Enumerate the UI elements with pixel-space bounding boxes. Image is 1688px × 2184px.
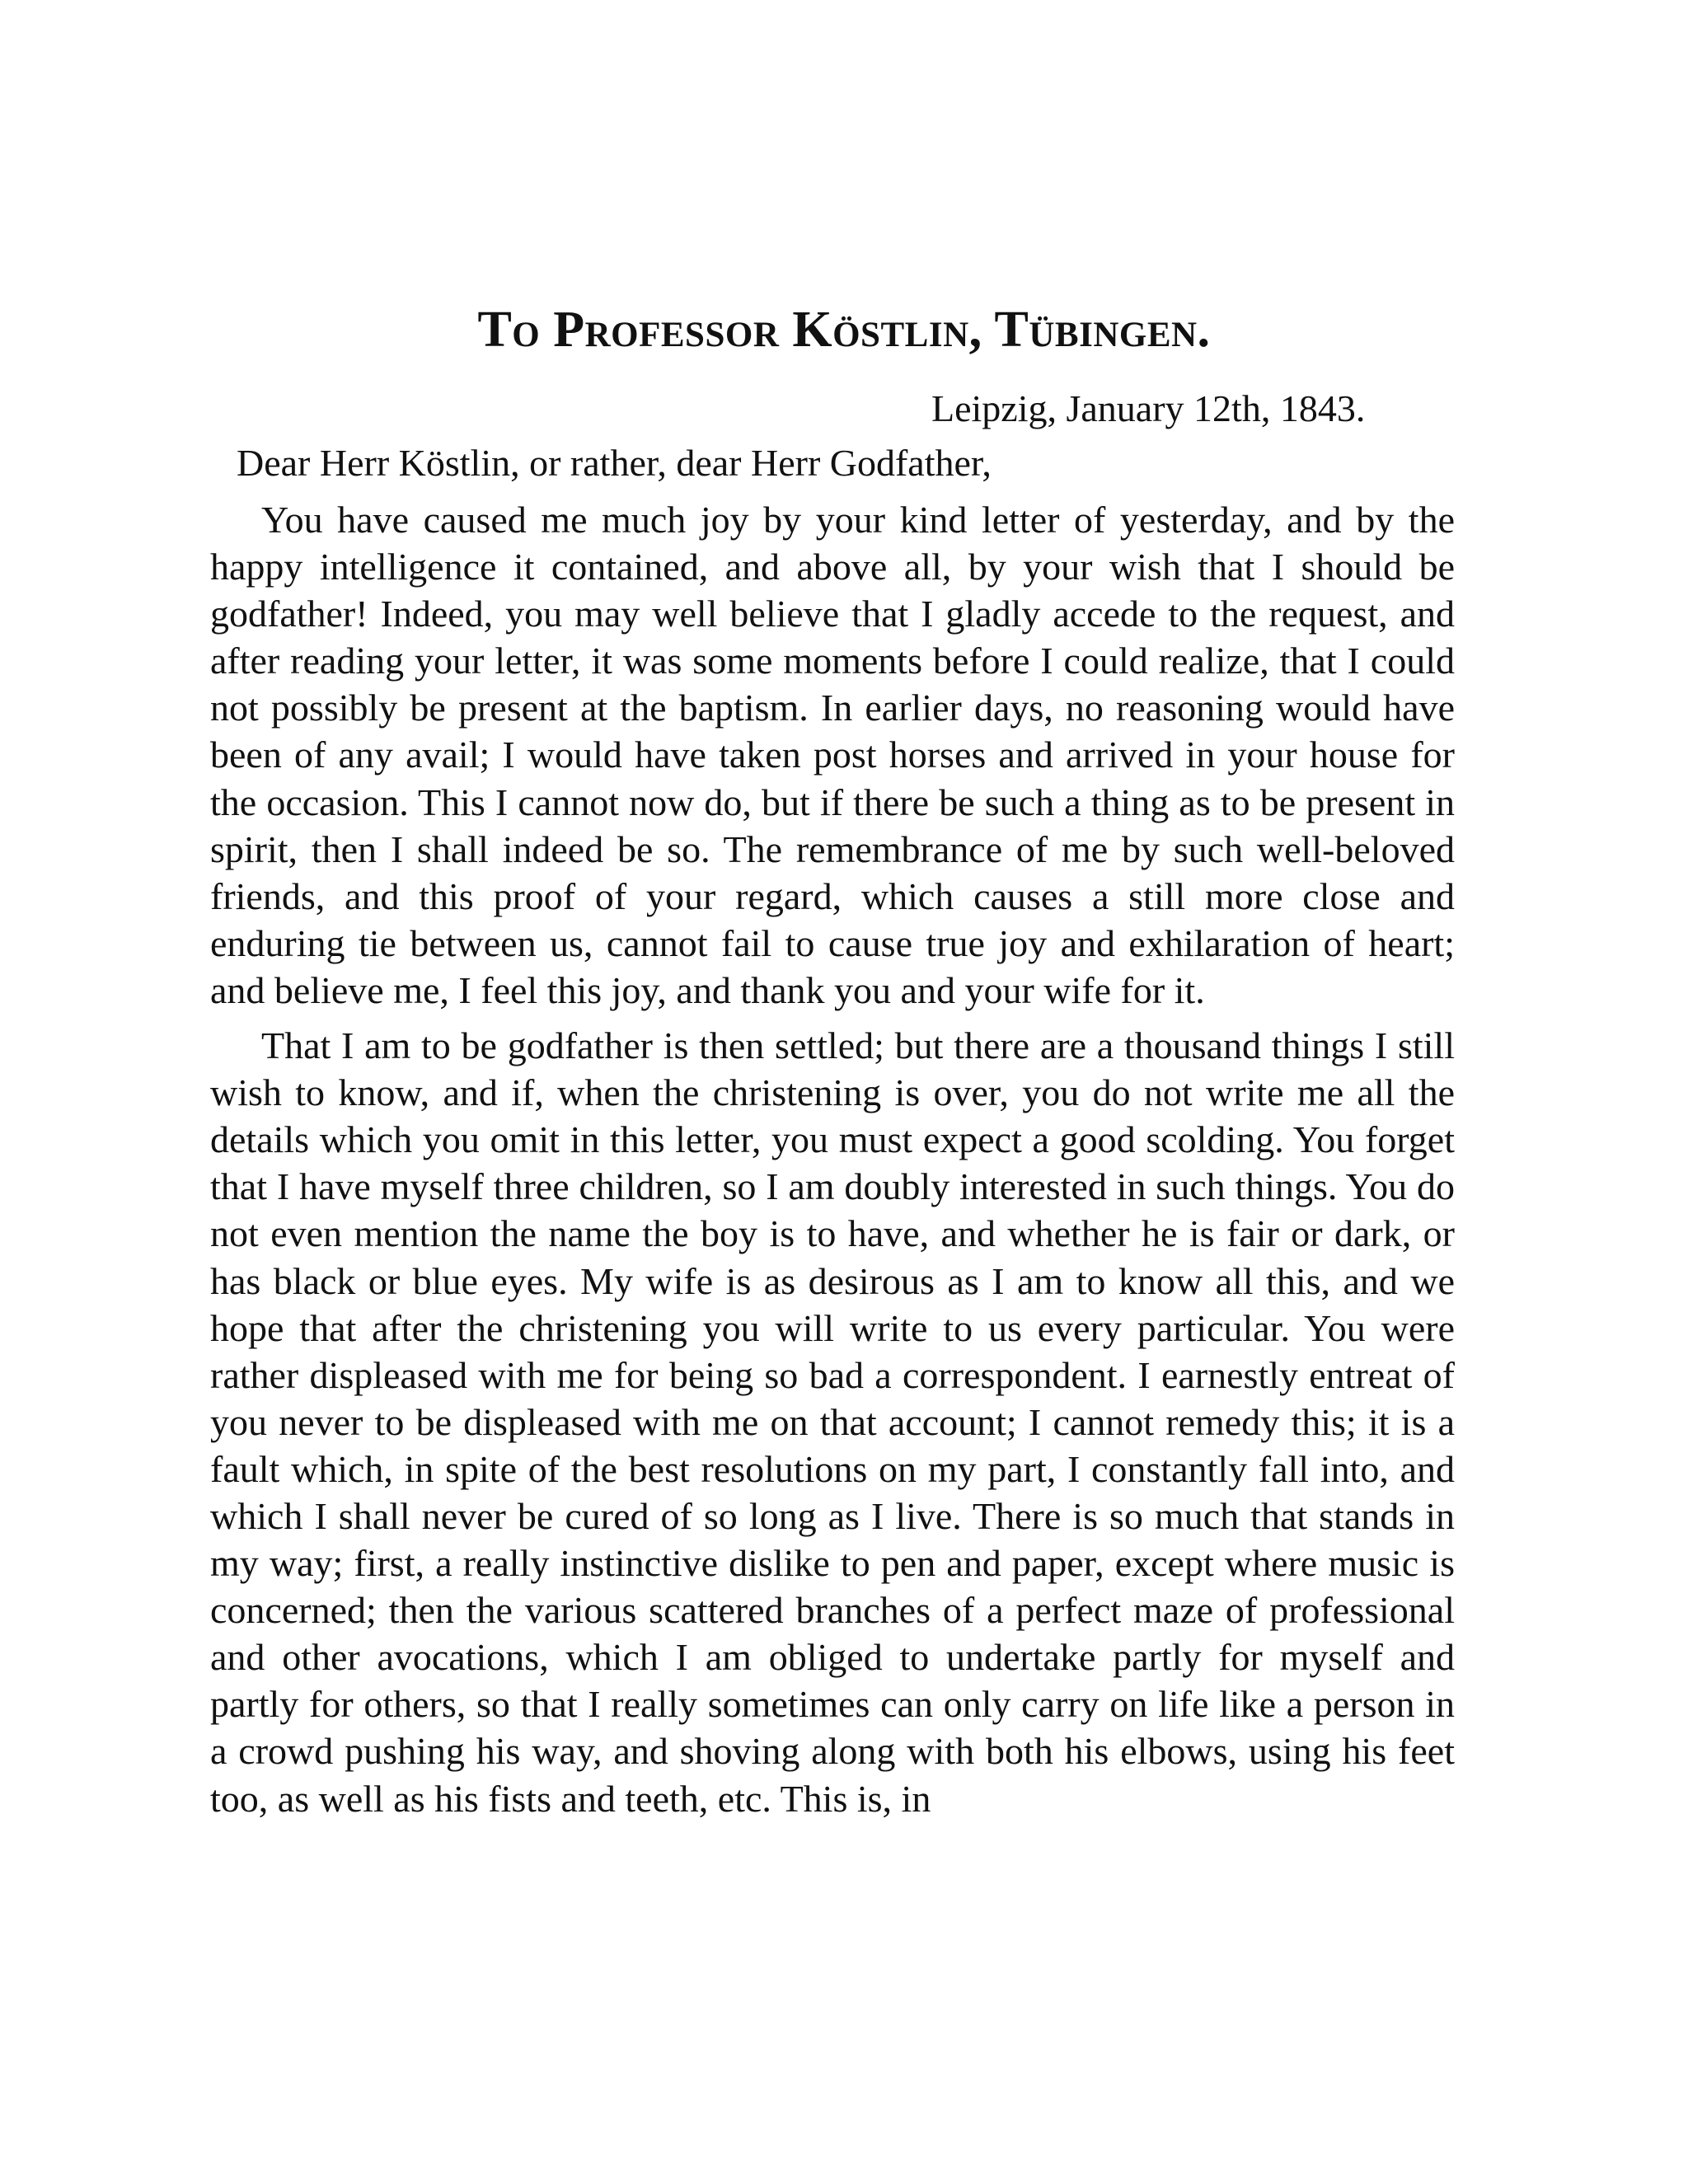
letter-paragraph: You have caused me much joy by your kind letter of yesterday, and by the happy intelligence it contained, and above all, by your wish that I should be godfather! Indeed, you may well believe that I gladly accede to the request, and after reading your letter, it was some moments before I could realize, that I could not possibly be present at the baptism. In earlier days, no reasoning would have been of any avail; I would have taken post horses and arrived in your house for the occasion. This I cannot now do, but if there be such a thing as to be present in spirit, then I shall indeed be so. The remembrance of me by such well-beloved friends, and this proof of your regard, which causes a still more close and enduring tie between us, cannot fail to cause true joy and exhilaration of heart; and believe me, I feel this joy, and thank you and your wife for it. [210,499,1455,1011]
letter-heading: To Professor Köstlin, Tübingen. [477,302,1211,358]
letter-dateline: Leipzig, January 12th, 1843. [931,387,1366,429]
letter-paragraph: That I am to be godfather is then settled; but there are a thousand things I still wish to know, and if, when the christening is over, you do not write me all the details which you omit in this letter, you must expect a good scolding. You forget that I have myself three children, so I am doubly interested in such things. You do not even mention the name the boy is to have, and whether he is fair or dark, or has black or blue eyes. My wife is as desirous as I am to know all this, and we hope that after the christening you will write to us every particular. You were rather displeased with me for being so bad a correspondent. I earnestly entreat of you never to be displeased with me on that account; I cannot remedy this; it is a fault which, in spite of the best resolutions on my part, I constantly fall into, and which I shall never be cured of so long as I live. There is so much that stands in my way; first, a really instinctive dislike to pen and paper, except where music is concerned; then the various scattered branches of a perfect maze of professional and other avocations, which I am obliged to undertake partly for myself and partly for others, so that I really sometimes can only carry on life like a person in a crowd pushing his way, and shoving along with both his elbows, using his feet too, as well as his fists and teeth, etc. This is, in [210,1024,1455,1820]
letter-body [210,496,1455,1822]
letter-salutation: Dear Herr Köstlin, or rather, dear Herr Godfather, [237,442,992,484]
